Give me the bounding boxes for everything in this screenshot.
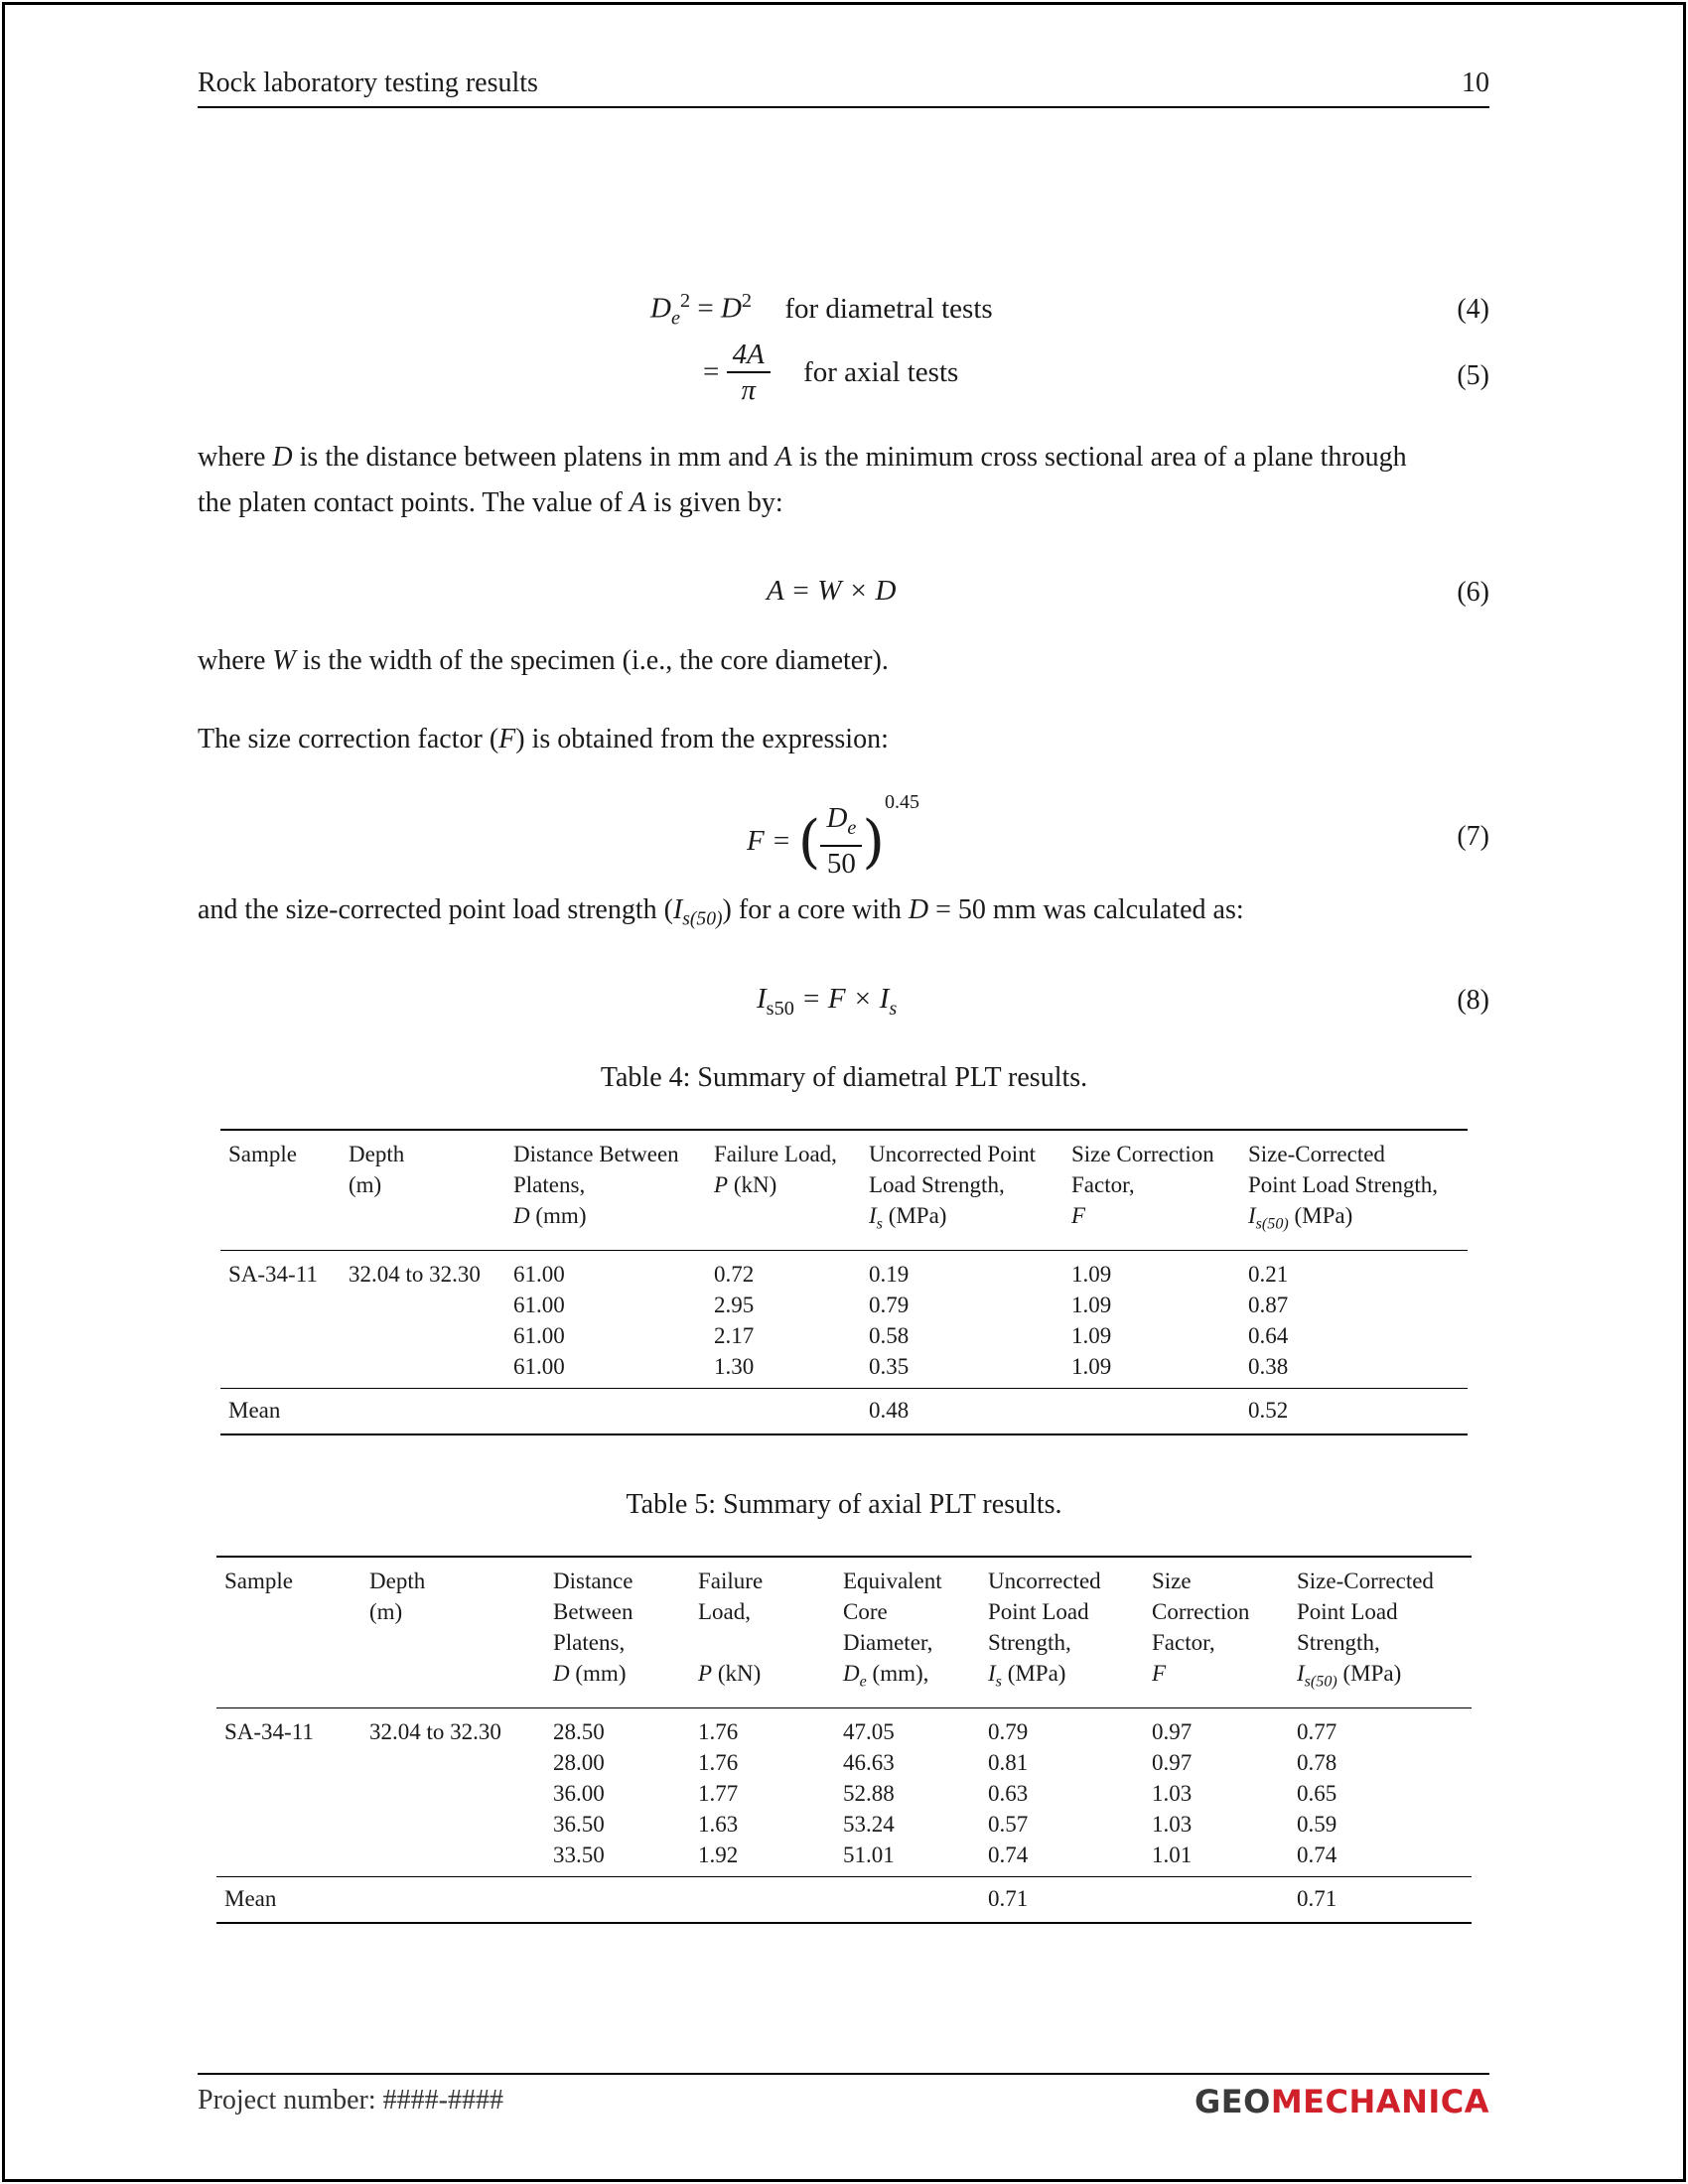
equation-4-number: (4): [1457, 294, 1489, 325]
header-rule: [198, 106, 1489, 108]
equation-8: $I_{s50} = F \times I_s$: [757, 983, 898, 1020]
table-4-cell: 0.38: [1248, 1353, 1289, 1379]
table-5-cell: 0.65: [1297, 1780, 1337, 1806]
table-4-header-cell: Distance Between Platens, D (mm): [505, 1130, 706, 1250]
table-5-cell: 47.05: [835, 1707, 980, 1747]
table-4-caption: Table 4: Summary of diametral PLT results.: [600, 1062, 1088, 1093]
table-5-cell: 28.50: [545, 1707, 690, 1747]
table-5-cell: 1.76: [690, 1707, 835, 1747]
table-5-row: [216, 1840, 1472, 1877]
table-4-row: [220, 1320, 1468, 1351]
table-5-header-cell: Depth (m): [361, 1557, 545, 1707]
table-4-header-cell: Size-Corrected Point Load Strength, $I_{s(50)}$ (MPa): [1240, 1130, 1468, 1250]
table-4-row: [220, 1250, 1468, 1290]
table-4-cell: 0.79: [869, 1292, 910, 1317]
table-4-header-cell: Size Correction Factor, F: [1063, 1130, 1240, 1250]
table-5-cell: [361, 1840, 545, 1877]
table-4-header-cell: Depth (m): [341, 1130, 505, 1250]
equation-5: = $\frac{4A}{\pi}$ for axial tests: [703, 339, 959, 406]
table-5-cell: 32.04 to 32.30: [361, 1707, 545, 1747]
table-4-cell: 2.17: [714, 1322, 755, 1348]
table-5-cell: 46.63: [843, 1749, 895, 1775]
table-5: [216, 1556, 1472, 1924]
table-4-cell: 1.09: [1071, 1322, 1112, 1348]
table-5-cell: 0.74: [1297, 1842, 1337, 1867]
table-5-cell: 52.88: [843, 1780, 895, 1806]
equation-6-number: (6): [1457, 577, 1489, 608]
table-4-cell: 1.09: [1071, 1292, 1112, 1317]
table-4-cell: 32.04 to 32.30: [341, 1250, 505, 1290]
paragraph-2: where W is the width of the specimen (i.e., the core diameter).: [198, 645, 889, 676]
table-4: [220, 1129, 1468, 1435]
table-4-cell: 61.00: [505, 1250, 706, 1290]
table-4-header-cell: Sample: [220, 1130, 341, 1250]
equation-6: A = W × D: [767, 575, 897, 607]
table-4-mean-cell: 0.52: [1240, 1388, 1468, 1434]
table-4-cell: 0.35: [869, 1353, 910, 1379]
table-5-mean-cell: [690, 1876, 835, 1923]
table-5-cell: 1.63: [698, 1811, 739, 1837]
table-5-cell: 1.03: [1152, 1811, 1193, 1837]
table-4-cell: 1.30: [714, 1353, 755, 1379]
table-5-cell: 0.63: [988, 1780, 1029, 1806]
project-number: Project number: ####-####: [198, 2085, 503, 2116]
equation-8-number: (8): [1457, 985, 1489, 1016]
table-5-cell: [216, 1840, 361, 1877]
table-5-mean-cell: 0.71: [980, 1876, 1144, 1923]
table-5-cell: [361, 1778, 545, 1809]
paragraph-4: and the size-corrected point load strength $(I_{s(50)})$ for a core with D = 50 mm was calculated as:: [198, 894, 1244, 930]
table-4-row: [220, 1290, 1468, 1320]
table-5-mean-cell: 0.71: [1289, 1876, 1472, 1923]
table-5-cell: 0.81: [988, 1749, 1029, 1775]
page-number: 10: [1462, 68, 1489, 98]
table-5-mean-cell: [361, 1876, 545, 1923]
table-4-mean-cell: [1063, 1388, 1240, 1434]
table-4-cell: 0.72: [706, 1250, 861, 1290]
table-5-cell: [216, 1809, 361, 1840]
table-4-cell: 2.95: [714, 1292, 755, 1317]
table-4-cell: 0.19: [861, 1250, 1063, 1290]
table-4-header-cell: Failure Load, P (kN): [706, 1130, 861, 1250]
table-5-cell: 0.97: [1152, 1749, 1193, 1775]
table-5-cell: [361, 1809, 545, 1840]
table-4-mean-cell: [505, 1388, 706, 1434]
table-5-cell: 1.03: [1152, 1780, 1193, 1806]
table-5-cell: 28.00: [553, 1749, 605, 1775]
table-5-cell: [361, 1747, 545, 1778]
table-5-header-row: [216, 1557, 1472, 1707]
table-5-header-cell: Failure Load, P (kN): [690, 1557, 835, 1707]
table-5-cell: 1.01: [1152, 1842, 1193, 1867]
footer-rule: [198, 2073, 1489, 2075]
table-5-cell: 36.00: [553, 1780, 605, 1806]
table-5-mean-row: [216, 1876, 1472, 1923]
table-5-cell: 36.50: [553, 1811, 605, 1837]
table-4-cell: [220, 1290, 341, 1320]
table-5-row: [216, 1809, 1472, 1840]
table-5-cell: [216, 1747, 361, 1778]
table-5-header-cell: Size-Corrected Point Load Strength, $I_{s(50)}$ (MPa): [1289, 1557, 1472, 1707]
table-5-cell: 0.57: [988, 1811, 1029, 1837]
table-5-cell: 1.92: [698, 1842, 739, 1867]
paragraph-3: The size correction factor (F) is obtained from the expression:: [198, 724, 889, 754]
table-5-caption: Table 5: Summary of axial PLT results.: [626, 1489, 1062, 1520]
table-4-mean-cell: [341, 1388, 505, 1434]
table-5-cell: 0.78: [1297, 1749, 1337, 1775]
equation-5-number: (5): [1457, 360, 1489, 391]
table-5-header-cell: Equivalent Core Diameter, $D_e$ (mm),: [835, 1557, 980, 1707]
table-4-cell: [341, 1320, 505, 1351]
table-4-cell: 1.09: [1071, 1353, 1112, 1379]
equation-7: F = ( $\frac{D_e}{50}$ )$^{0.45}$: [747, 791, 920, 881]
table-4-cell: 61.00: [513, 1292, 565, 1317]
table-4-cell: 0.21: [1240, 1250, 1468, 1290]
geomechanica-logo: GEOMECHANICA: [1195, 2083, 1489, 2120]
table-5-cell: 0.77: [1289, 1707, 1472, 1747]
table-4-row: [220, 1351, 1468, 1389]
table-5-row: [216, 1747, 1472, 1778]
table-5-header-cell: Distance Between Platens, D (mm): [545, 1557, 690, 1707]
table-5-cell: 0.74: [988, 1842, 1029, 1867]
table-5-header-cell: Sample: [216, 1557, 361, 1707]
paragraph-1: where D is the distance between platens in mm and A is the minimum cross sectional area of a plane through the platen contact points. The value of A is given by:: [198, 442, 1407, 518]
equation-4: $D_e^2 = D^2$ for diametral tests: [650, 290, 993, 330]
table-5-mean-cell: [1144, 1876, 1289, 1923]
table-4-cell: 61.00: [513, 1322, 565, 1348]
table-5-cell: 33.50: [553, 1842, 605, 1867]
table-4-cell: 0.87: [1248, 1292, 1289, 1317]
table-4-cell: 61.00: [513, 1353, 565, 1379]
table-4-cell: [220, 1320, 341, 1351]
table-4-cell: [220, 1351, 341, 1389]
table-4-header-row: [220, 1130, 1468, 1250]
table-5-row: [216, 1778, 1472, 1809]
table-5-mean-cell: [835, 1876, 980, 1923]
table-5-cell: 1.77: [698, 1780, 739, 1806]
table-4-cell: 0.58: [869, 1322, 910, 1348]
table-5-cell: [216, 1778, 361, 1809]
table-4-header-cell: Uncorrected Point Load Strength, $I_s$ (MPa): [861, 1130, 1063, 1250]
table-5-header-cell: Size Correction Factor, F: [1144, 1557, 1289, 1707]
table-4-mean-row: [220, 1388, 1468, 1434]
table-5-cell: 0.79: [980, 1707, 1144, 1747]
table-5-cell: 1.76: [698, 1749, 739, 1775]
table-4-cell: [341, 1351, 505, 1389]
table-5-cell: 0.97: [1144, 1707, 1289, 1747]
table-5-mean-cell: Mean: [216, 1876, 361, 1923]
table-4-cell: 1.09: [1063, 1250, 1240, 1290]
table-5-header-cell: Uncorrected Point Load Strength, $I_s$ (MPa): [980, 1557, 1144, 1707]
table-5-cell: 51.01: [843, 1842, 895, 1867]
equation-7-number: (7): [1457, 821, 1489, 852]
table-5-cell: 0.59: [1297, 1811, 1337, 1837]
table-5-cell: 53.24: [843, 1811, 895, 1837]
table-5-mean-cell: [545, 1876, 690, 1923]
table-4-cell: SA-34-11: [220, 1250, 341, 1290]
table-4-mean-cell: 0.48: [861, 1388, 1063, 1434]
table-4-cell: 0.64: [1248, 1322, 1289, 1348]
table-4-cell: [341, 1290, 505, 1320]
table-4-mean-cell: [706, 1388, 861, 1434]
table-4-mean-cell: Mean: [220, 1388, 341, 1434]
table-5-row: [216, 1707, 1472, 1747]
running-header-title: Rock laboratory testing results: [198, 68, 538, 98]
table-5-cell: SA-34-11: [216, 1707, 361, 1747]
